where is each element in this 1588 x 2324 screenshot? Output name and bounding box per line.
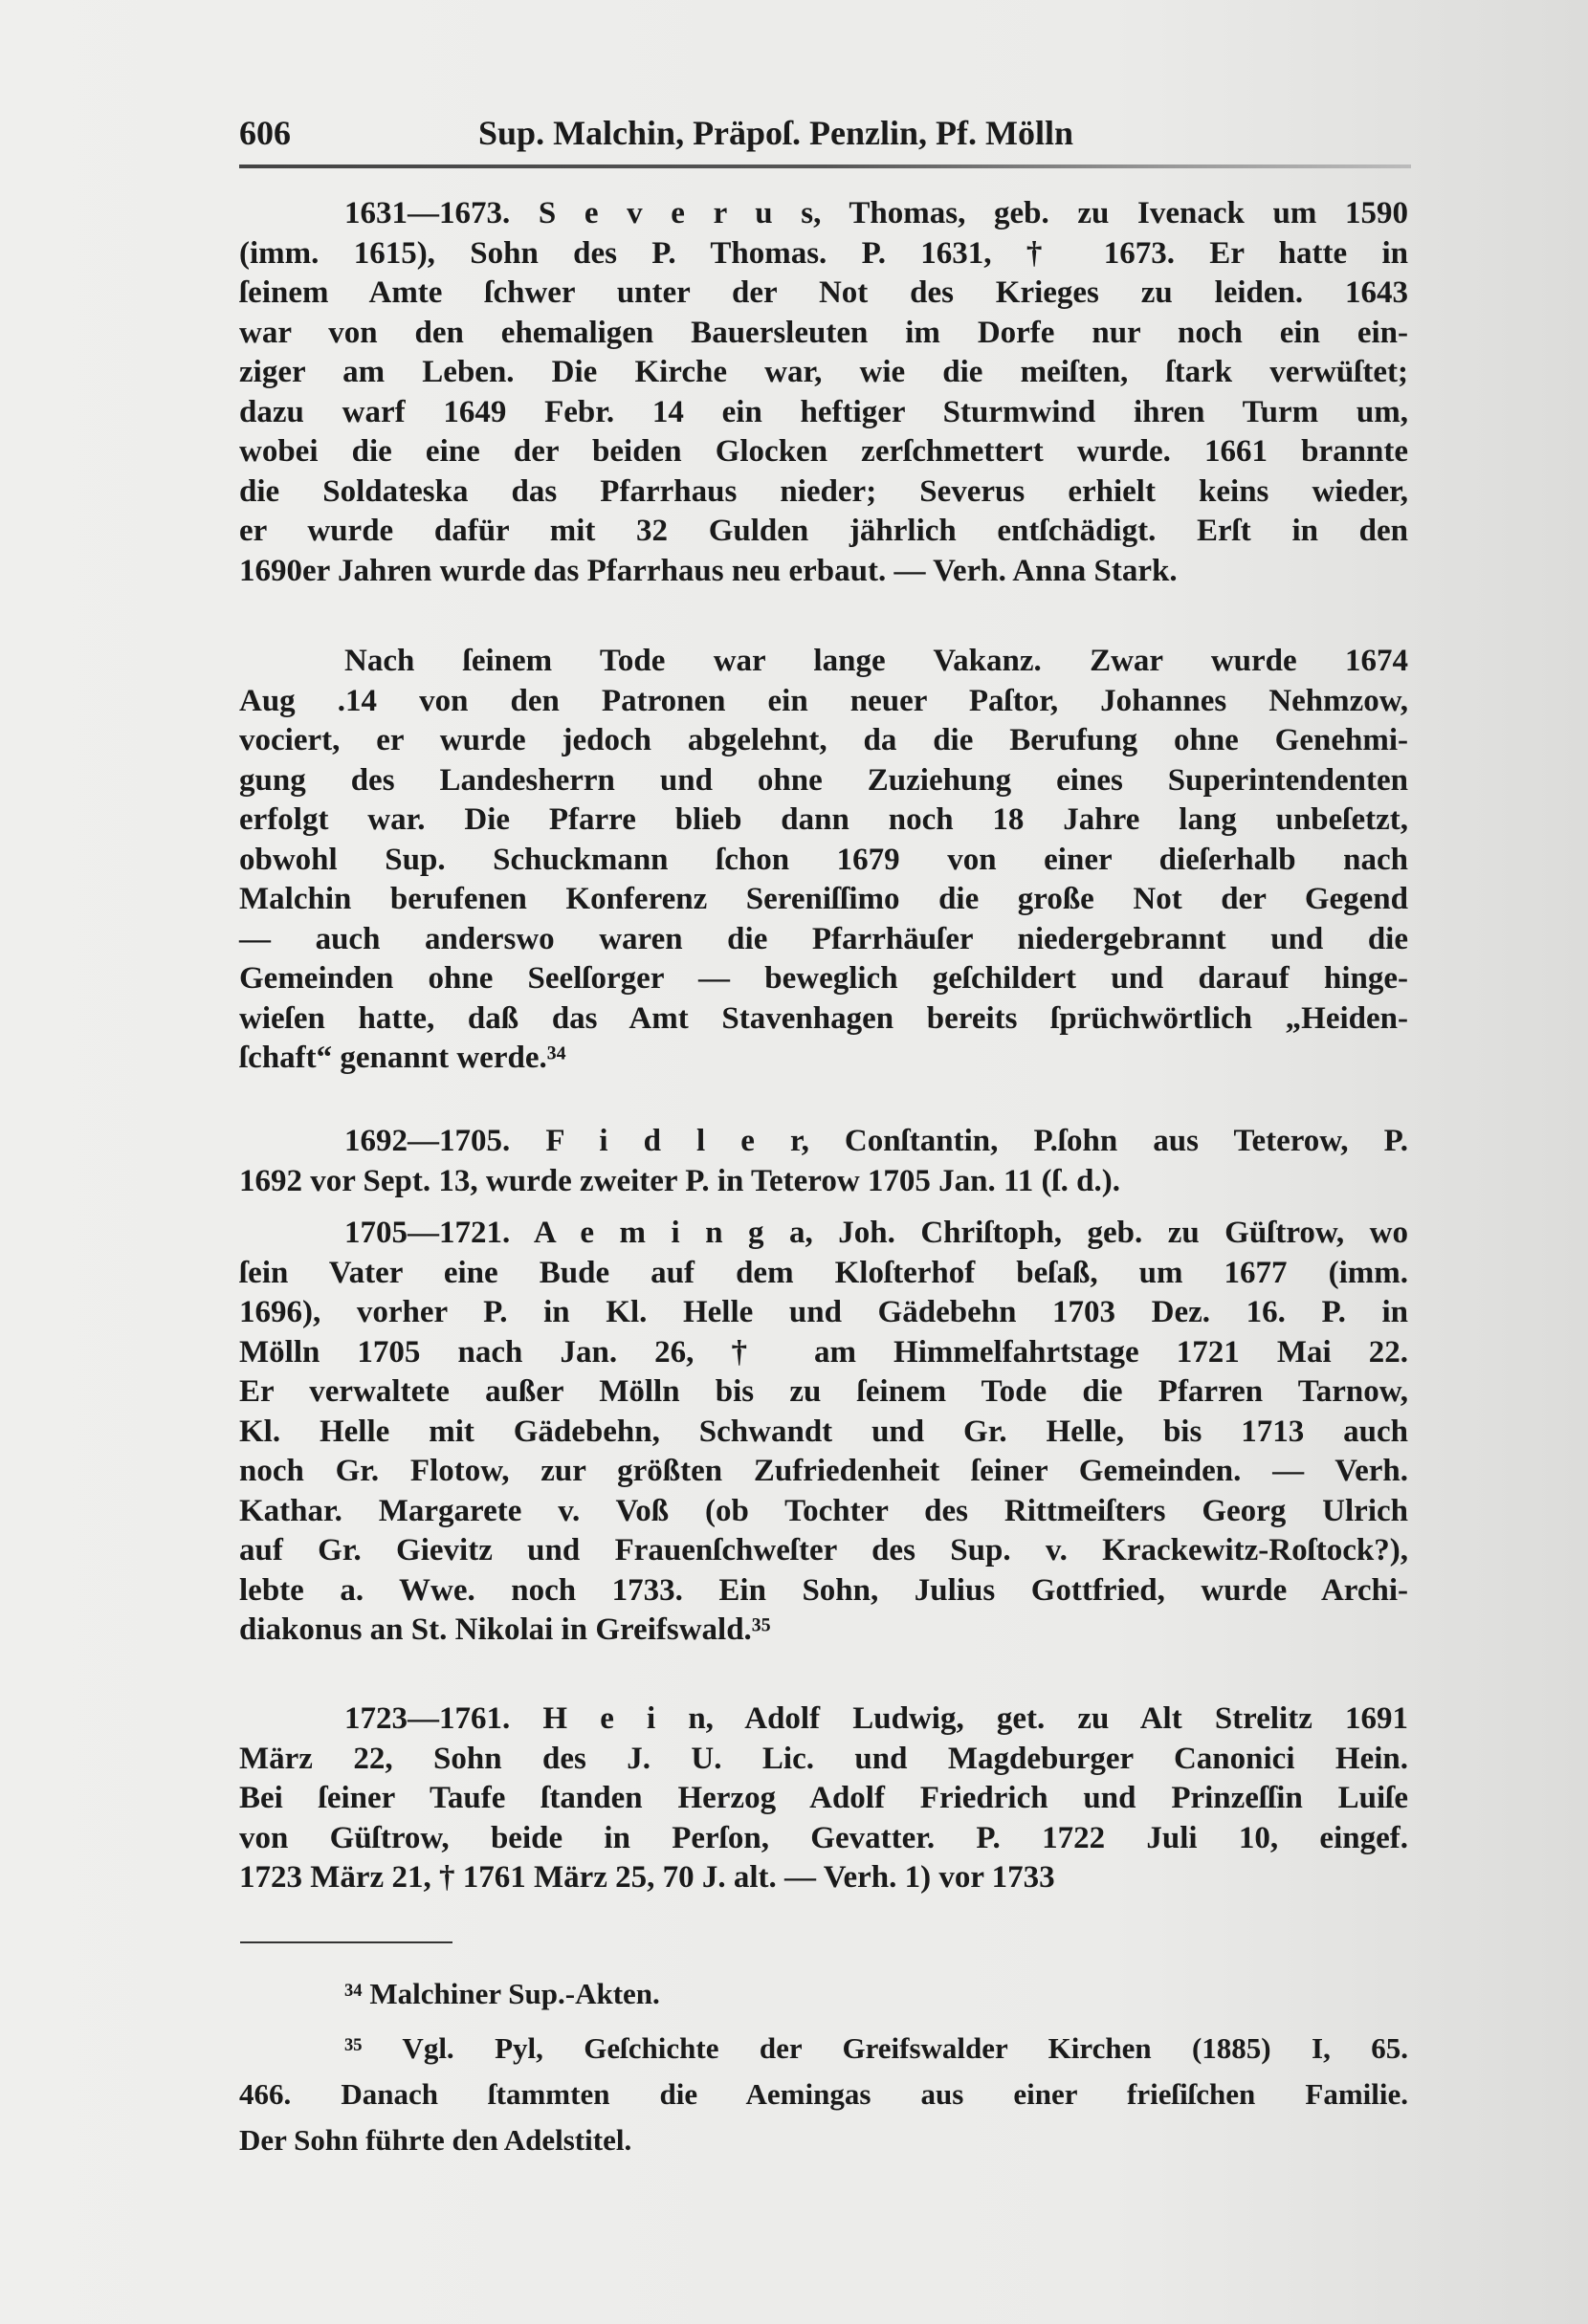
text-line: die Soldateska das Pfarrhaus nieder; Severus erhielt keins wieder,: [239, 473, 1408, 509]
text-line: ſeinem Amte ſchwer unter der Not des Krieges zu leiden. 1643: [239, 275, 1408, 310]
text-line: Der Sohn führte den Adelstitel.: [239, 2123, 632, 2157]
text-line: wieſen hatte, daß das Amt Stavenhagen bereits ſprüchwörtlich „Heiden-: [239, 1000, 1408, 1036]
text-line: war von den ehemaligen Bauersleuten im Dorfe nur noch ein ein-: [239, 315, 1408, 350]
text-line: ſchaft“ genannt werde.³⁴: [239, 1041, 566, 1075]
text-line: 1692 vor Sept. 13, wurde zweiter P. in Teterow 1705 Jan. 11 (ſ. d.).: [239, 1163, 1120, 1198]
text-line: Mölln 1705 nach Jan. 26, † am Himmelfahrtstage 1721 Mai 22.: [239, 1334, 1408, 1370]
text-line: ziger am Leben. Die Kirche war, wie die meiſten, ſtark verwüſtet;: [239, 355, 1408, 389]
text-line: — auch anderswo waren die Pfarrhäuſer niedergebrannt und die: [239, 921, 1408, 956]
text-line: lebte a. Wwe. noch 1733. Ein Sohn, Julius Gottfried, wurde Archi-: [239, 1572, 1408, 1608]
text-line: (imm. 1615), Sohn des P. Thomas. P. 1631, † 1673. Er hatte in: [239, 235, 1408, 271]
header-rule: [239, 164, 1411, 168]
footnote-35: [239, 2026, 1408, 2163]
paragraph-fidler: [239, 1122, 1408, 1201]
paragraph-aeminga: [239, 1214, 1408, 1651]
text-line: 1723 März 21, † 1761 März 25, 70 J. alt. — Verh. 1) vor 1733: [239, 1860, 1055, 1895]
text-line: wobei die eine der beiden Glocken zerſchmettert wurde. 1661 brannte: [239, 434, 1408, 469]
running-title: Sup. Malchin, Präpoſ. Penzlin, Pf. Mölln: [478, 114, 1074, 152]
text-line: Er verwaltete außer Mölln bis zu ſeinem Tode die Pfarren Tarnow,: [239, 1374, 1408, 1409]
text-line: auf Gr. Gievitz und Frauenſchweſter des Sup. v. Krackewitz-Roſtock?),: [239, 1533, 1408, 1568]
text-line: 1690er Jahren wurde das Pfarrhaus neu erbaut. — Verh. Anna Stark.: [239, 553, 1178, 588]
text-line: dazu warf 1649 Febr. 14 ein heftiger Sturmwind ihren Turm um,: [239, 394, 1408, 429]
text-line: Kl. Helle mit Gädebehn, Schwandt und Gr. Helle, bis 1713 auch: [239, 1414, 1408, 1449]
text-line: 466. Danach ſtammten die Aemingas aus einer frieſiſchen Familie.: [239, 2077, 1408, 2111]
text-line: diakonus an St. Nikolai in Greifswald.³⁵: [239, 1612, 771, 1647]
text-line: vociert, er wurde jedoch abgelehnt, da die Berufung ohne Genehmi-: [239, 723, 1408, 757]
footnote-rule: [240, 1941, 452, 1943]
text-line: 1705—1721. A e m i n g a, Joh. Chriſtoph, geb. zu Güſtrow, wo: [344, 1216, 1408, 1250]
text-line: Nach ſeinem Tode war lange Vakanz. Zwar wurde 1674: [344, 644, 1408, 678]
text-line: Kathar. Margarete v. Voß (ob Tochter des Rittmeiſters Georg Ulrich: [239, 1493, 1408, 1528]
text-line: Malchin berufenen Konferenz Sereniſſimo die große Not der Gegend: [239, 882, 1408, 916]
paragraph-hein: [239, 1699, 1408, 1898]
text-line: gung des Landesherrn und ohne Zuziehung eines Superintendenten: [239, 762, 1408, 798]
text-line: 1723—1761. H e i n, Adolf Ludwig, get. zu Alt Strelitz 1691: [344, 1701, 1408, 1736]
page-number: 606: [239, 114, 291, 152]
text-line: noch Gr. Flotow, zur größten Zufriedenheit ſeiner Gemeinden. — Verh.: [239, 1454, 1408, 1488]
text-line: Bei ſeiner Taufe ſtanden Herzog Adolf Friedrich und Prinzeſſin Luiſe: [239, 1781, 1408, 1815]
text-line: erfolgt war. Die Pfarre blieb dann noch 18 Jahre lang unbeſetzt,: [239, 802, 1408, 837]
text-line: er wurde dafür mit 32 Gulden jährlich entſchädigt. Erſt in den: [239, 514, 1408, 548]
text-line: Gemeinden ohne Seelſorger — beweglich geſchildert und darauf hinge-: [239, 961, 1408, 996]
text-line: 1631—1673. S e v e r u s, Thomas, geb. zu Ivenack um 1590: [344, 196, 1408, 230]
text-line: Aug .14 von den Patronen ein neuer Paſtor, Johannes Nehmzow,: [239, 683, 1408, 718]
text-line: März 22, Sohn des J. U. Lic. und Magdeburger Canonici Hein.: [239, 1741, 1408, 1776]
footnote-34: [239, 1974, 1408, 2014]
text-line: ³⁵ Vgl. Pyl, Geſchichte der Greifswalder Kirchen (1885) I, 65.: [344, 2031, 1408, 2065]
text-line: von Güſtrow, beide in Perſon, Gevatter. P. 1722 Juli 10, eingef.: [239, 1820, 1408, 1855]
paragraph-vakanz: [239, 642, 1408, 1079]
text-line: obwohl Sup. Schuckmann ſchon 1679 von einer dieſerhalb nach: [239, 842, 1408, 877]
text-line: 1696), vorher P. in Kl. Helle und Gädebehn 1703 Dez. 16. P. in: [239, 1295, 1408, 1329]
text-line: 1692—1705. F i d l e r, Conſtantin, P.ſohn aus Teterow, P.: [344, 1124, 1408, 1158]
text-line: ³⁴ Malchiner Sup.-Akten.: [344, 1977, 660, 2010]
paragraph-severus: [239, 194, 1408, 591]
page-header: [239, 113, 1411, 161]
text-line: ſein Vater eine Bude auf dem Kloſterhof beſaß, um 1677 (imm.: [239, 1255, 1408, 1290]
